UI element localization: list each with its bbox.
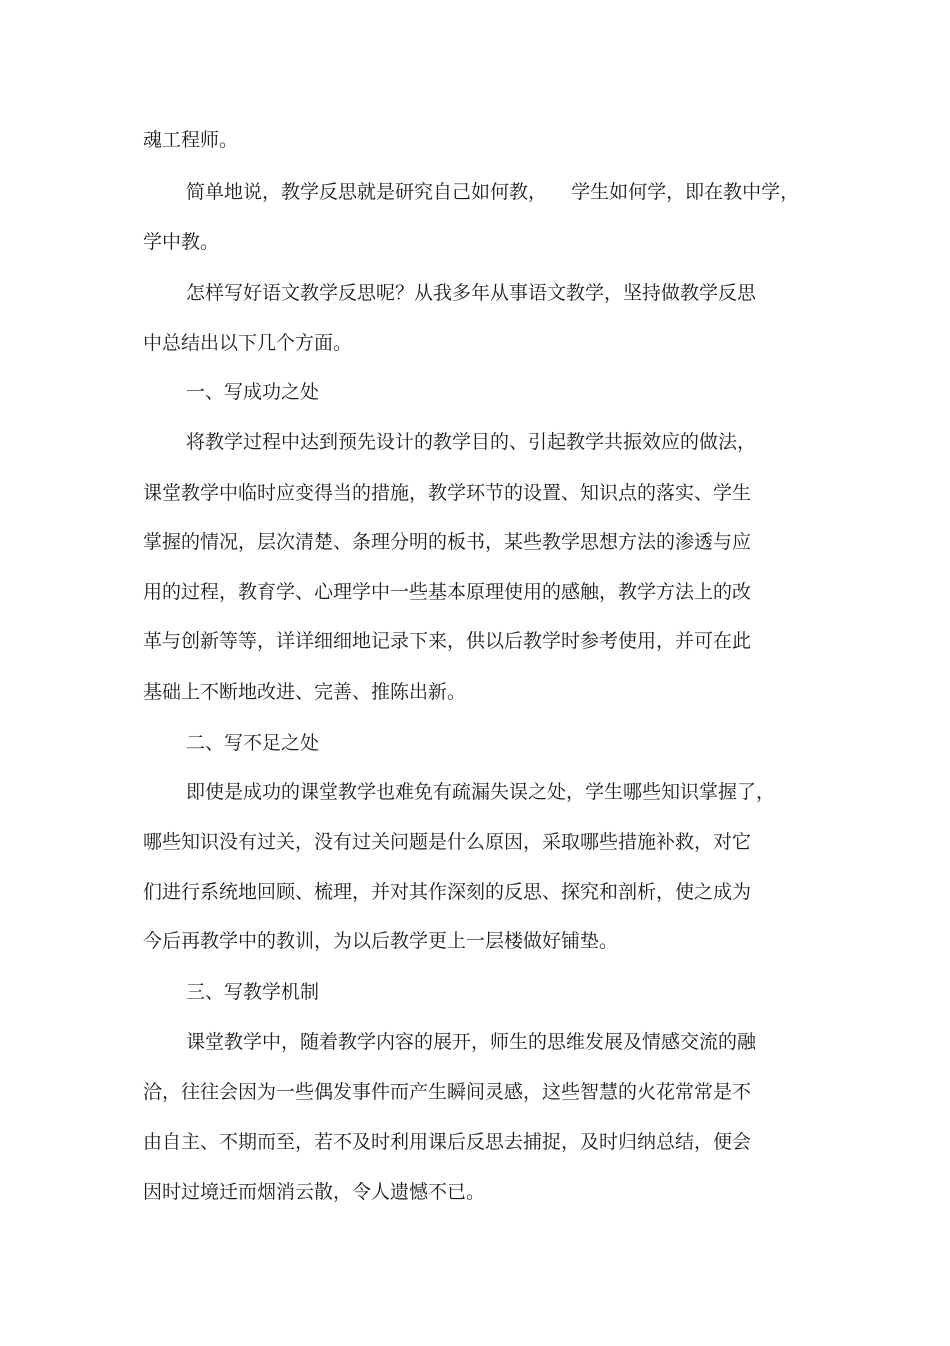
section-heading-mechanism: 三、写教学机制 — [186, 981, 320, 1003]
text-line: 学中教。 — [143, 231, 220, 253]
section-heading-shortcomings: 二、写不足之处 — [186, 732, 320, 754]
text-line: 哪些知识没有过关，没有过关问题是什么原因，采取哪些措施补救，对它 — [143, 831, 752, 853]
paragraph-first-line: 简单地说，教学反思就是研究自己如何教， 学生如何学，即在教中学， — [186, 181, 800, 203]
text-line: 因时过境迁而烟消云散，令人遗憾不已。 — [143, 1181, 486, 1203]
paragraph-first-line: 怎样写好语文教学反思呢？从我多年从事语文教学，坚持做教学反思 — [186, 282, 757, 304]
text-line: 掌握的情况，层次清楚、条理分明的板书，某些教学思想方法的渗透与应 — [143, 531, 752, 553]
paragraph-first-line: 课堂教学中，随着教学内容的展开，师生的思维发展及情感交流的融 — [186, 1031, 757, 1053]
paragraph-first-line: 即使是成功的课堂教学也难免有疏漏失误之处，学生哪些知识掌握了， — [186, 781, 776, 803]
text-line: 革与创新等等，详详细细地记录下来，供以后教学时参考使用，并可在此 — [143, 630, 752, 652]
text-line: 魂工程师。 — [143, 129, 239, 151]
text-line: 中总结出以下几个方面。 — [143, 332, 353, 354]
paragraph-first-line: 将教学过程中达到预先设计的教学目的、引起教学共振效应的做法， — [186, 431, 757, 453]
text-line: 今后再教学中的教训，为以后教学更上一层楼做好铺垫。 — [143, 930, 619, 952]
text-line: 基础上不断地改进、完善、推陈出新。 — [143, 681, 467, 703]
text-line: 用的过程，教育学、心理学中一些基本原理使用的感触，教学方法上的改 — [143, 581, 752, 603]
text-line: 们进行系统地回顾、梳理，并对其作深刻的反思、探究和剖析，使之成为 — [143, 881, 752, 903]
text-line: 由自主、不期而至，若不及时利用课后反思去捕捉，及时归纳总结，便会 — [143, 1131, 752, 1153]
text-line: 洽，往往会因为一些偶发事件而产生瞬间灵感，这些智慧的火花常常是不 — [143, 1081, 752, 1103]
section-heading-success: 一、写成功之处 — [186, 381, 320, 403]
text-line: 课堂教学中临时应变得当的措施，教学环节的设置、知识点的落实、学生 — [143, 482, 752, 504]
